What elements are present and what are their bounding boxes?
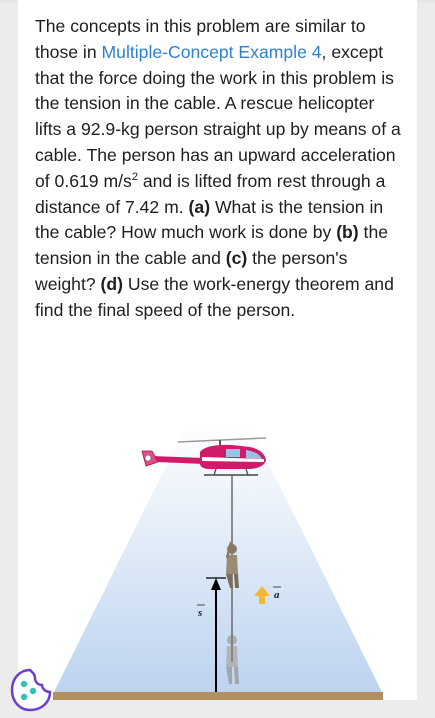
concept-example-link[interactable]: Multiple-Concept Example 4: [101, 41, 322, 62]
problem-body-1: , except that the force doing the work in this problem is the tension in the cable. A rescue helicopter lifts a 92.9-kg person straight up by means of a cable. The person has an upward acceleration of 0.619 m/s: [35, 41, 401, 191]
part-c-text: the person's weight?: [35, 248, 348, 294]
problem-text: [35, 14, 403, 324]
part-a-label: (a): [188, 196, 211, 217]
part-a-text: What is the tension in the cable? How much work is done by: [35, 196, 384, 243]
problem-body-2: and is lifted from rest through a distance of 7.42 m.: [35, 170, 386, 217]
acceleration-label: a: [274, 589, 280, 601]
rescue-helicopter-figure: [18, 372, 417, 700]
displacement-label: s: [198, 607, 203, 619]
floating-assistant-icon[interactable]: [2, 662, 58, 718]
figure-illustration: [18, 372, 417, 700]
part-b-text: the tension in the cable and: [35, 222, 389, 269]
part-d-text: Use the work-energy theorem and find the final speed of the person.: [35, 273, 394, 320]
problem-intro: The concepts in this problem are similar to those in: [35, 16, 366, 62]
ground: [53, 692, 383, 700]
part-d-label: (d): [100, 273, 123, 294]
part-c-label: (c): [225, 248, 248, 269]
unit-superscript: 2: [131, 170, 138, 183]
problem-card: [18, 0, 417, 700]
part-b-label: (b): [336, 222, 359, 243]
